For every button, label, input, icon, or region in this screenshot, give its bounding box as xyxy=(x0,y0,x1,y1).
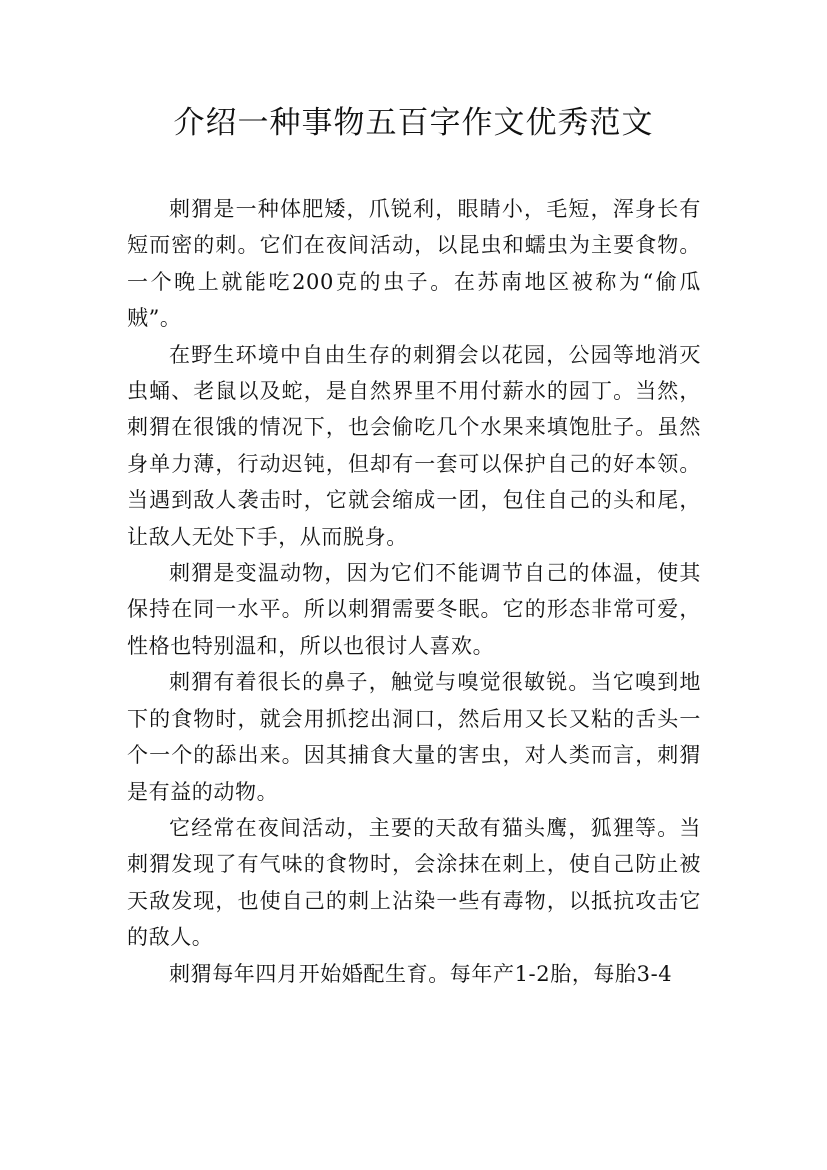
paragraph-6: 刺猬每年四月开始婚配生育。每年产1-2胎，每胎3-4 xyxy=(169,961,673,986)
paragraph-5: 它经常在夜间活动，主要的天敌有猫头鹰，狐狸等。当刺猬发现了有气味的食物时，会涂抹在刺上，使自己防止被天敌发现，也使自己的刺上沾染一些有毒物，以抵抗攻击它的敌人。 xyxy=(127,815,701,950)
paragraph-2: 在野生环境中自由生存的刺猬会以花园，公园等地消灭虫蛹、老鼠以及蛇，是自然界里不用付薪水的园丁。当然，刺猬在很饿的情况下，也会偷吃几个水果来填饱肚子。虽然身单力薄，行动迟钝，但却有一套可以保护自己的好本领。当遇到敌人袭击时，它就会缩成一团，包住自己的头和尾，让敌人无处下手，从而脱身。 xyxy=(127,342,701,549)
document-title: 介绍一种事物五百字作文优秀范文 xyxy=(173,105,654,141)
paragraph-4: 刺猬有着很长的鼻子，触觉与嗅觉很敏锐。当它嗅到地下的食物时，就会用抓挖出洞口，然后用又长又粘的舌头一个一个的舔出来。因其捕食大量的害虫，对人类而言，刺猬是有益的动物。 xyxy=(127,670,701,804)
document-body xyxy=(127,191,701,992)
paragraph-3: 刺猬是变温动物，因为它们不能调节自己的体温，使其保持在同一水平。所以刺猬需要冬眠。它的形态非常可爱，性格也特别温和，所以也很讨人喜欢。 xyxy=(127,561,701,658)
paragraph-1: 刺猬是一种体肥矮，爪锐利，眼睛小，毛短，浑身长有短而密的刺。它们在夜间活动，以昆虫和蠕虫为主要食物。一个晚上就能吃200克的虫子。在苏南地区被称为“偷瓜贼”。 xyxy=(127,197,701,331)
